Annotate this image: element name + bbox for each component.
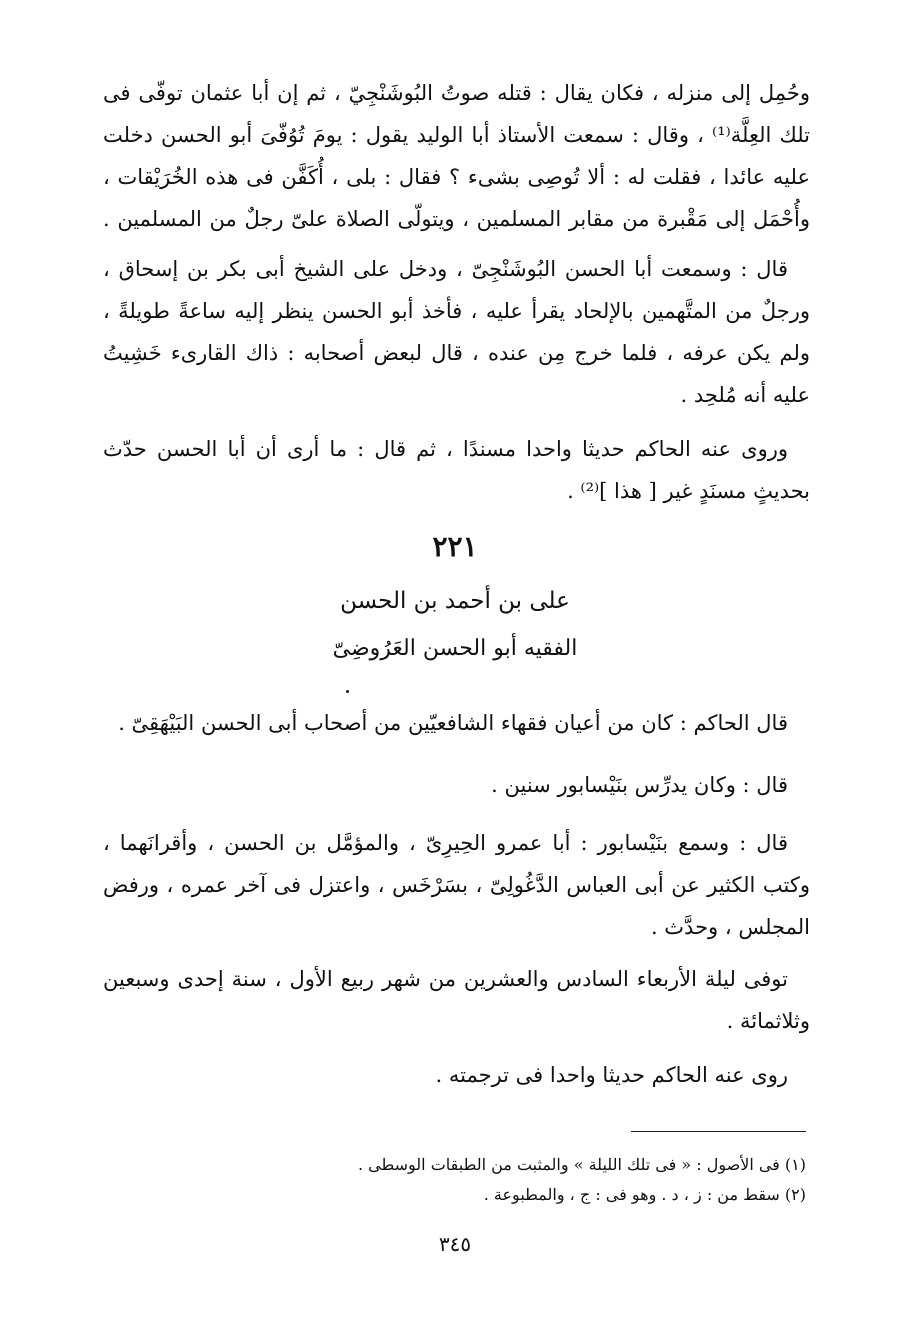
text-line: ولم يكن عرفه ، فلما خرج مِن عنده ، قال لبعض أصحابه : ذاك القارىء خَشِيتُ <box>103 341 810 365</box>
text-line: قال : وكان يدرِّس بنَيْسابور سنين . <box>491 773 788 797</box>
text-line: روى عنه الحاكم حديثا واحدا فى ترجمته . <box>435 1063 788 1087</box>
text-line: وثلاثمائة . <box>726 1009 810 1033</box>
text-line: عليه عائدا ، فقلت له : ألا تُوصِى بشىء ؟ فقال : بلى ، أُكَفَّن فى هذه الخُرَيْقات ، <box>103 165 810 189</box>
paragraph-5 <box>103 764 788 806</box>
paragraph-6-cont <box>103 864 810 948</box>
entry-number: ٢٢١ <box>432 530 478 563</box>
entry-title: الفقيه أبو الحسن العَرُوضِىّ <box>332 636 578 661</box>
paragraph-6 <box>103 822 788 864</box>
entry-name: على بن أحمد بن الحسن <box>340 588 570 614</box>
footnote-2: (٢) سقط من : ز ، د . وهو فى : ج ، والمطبوعة . <box>483 1185 806 1204</box>
text-line: قال الحاكم : كان من أعيان فقهاء الشافعيّين من أصحاب أبى الحسن البَيْهَقِىّ . <box>118 711 788 735</box>
ornament-dot <box>346 690 349 693</box>
text-line: بحديثٍ مسنَدٍ غير [ هذا ]⁽²⁾ . <box>567 479 810 503</box>
text-line: توفى ليلة الأربعاء السادس والعشرين من شهر ربيع الأول ، سنة إحدى وسبعين <box>103 967 788 991</box>
footnote-divider <box>631 1131 806 1132</box>
paragraph-3 <box>103 428 788 470</box>
paragraph-3-cont <box>103 470 810 512</box>
paragraph-4 <box>103 702 788 744</box>
text-line: وحُمِل إلى منزله ، فكان يقال : قتله صوتُ البُوشَنْجِيّ ، ثم إن أبا عثمان توفّى فى <box>103 81 810 105</box>
text-line: وروى عنه الحاكم حديثا واحدا مسندًا ، ثم قال : ما أرى أن أبا الحسن حدّث <box>103 437 788 461</box>
paragraph-7-cont <box>103 1000 810 1042</box>
footnote-1: (١) فى الأصول : « فى تلك الليلة » والمثبت من الطبقات الوسطى . <box>358 1155 806 1174</box>
paragraph-1 <box>103 72 810 240</box>
text-line: تلك العِلَّة⁽¹⁾ ، وقال : سمعت الأستاذ أبا الوليد يقول : يومَ تُوُفّىَ أبو الحسن دخلت <box>103 123 810 147</box>
text-line: المجلس ، وحدَّث . <box>650 915 810 939</box>
paragraph-7 <box>103 958 788 1000</box>
page-number: ٣٤٥ <box>438 1232 472 1256</box>
text-line: قال : وسمعت أبا الحسن البُوشَنْجِىّ ، ودخل على الشيخ أبى بكر بن إسحاق ، <box>103 257 788 281</box>
paragraph-8 <box>103 1054 788 1096</box>
footnotes <box>100 1150 806 1210</box>
paragraph-2 <box>103 248 788 290</box>
text-line: وأُحْمَل إلى مَقْبرة من مقابر المسلمين ، ويتولّى الصلاة علىّ رجلٌ من المسلمين . <box>103 207 810 231</box>
text-line: ورجلٌ من المتَّهمين بالإلحاد يقرأ عليه ، فأخذ أبو الحسن ينظر إليه ساعةً طويلةً ، <box>103 299 810 323</box>
text-line: عليه أنه مُلحِد . <box>680 383 810 407</box>
paragraph-2-cont <box>103 290 810 416</box>
text-line: وكتب الكثير عن أبى العباس الدَّغُولِىّ ، بسَرْخَس ، واعتزل فى آخر عمره ، ورفض <box>103 873 810 897</box>
text-line: قال : وسمع بنَيْسابور : أبا عمرو الحِيرِىّ ، والمؤمَّل بن الحسن ، وأقرانَهما ، <box>103 831 788 855</box>
